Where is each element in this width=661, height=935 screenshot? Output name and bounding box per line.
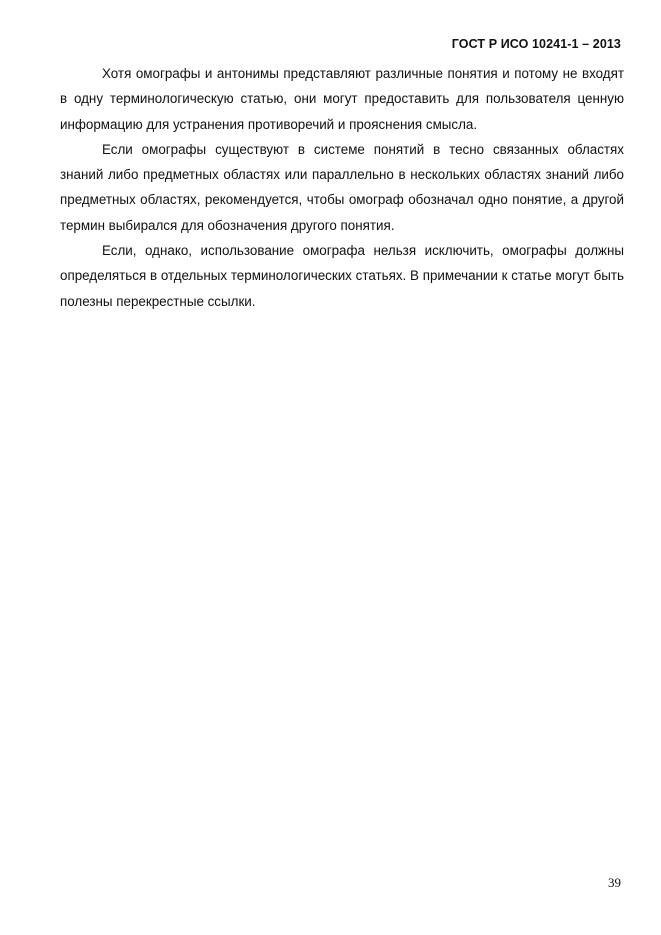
standard-header: ГОСТ Р ИСО 10241-1 – 2013 — [451, 37, 621, 51]
paragraph-homographs-related-fields: Если омографы существуют в системе понятий в тесно связанных областях знаний либо предметных областях или параллельно в нескольких областях знаний либо предметных областях, рекомендуется, чтобы омограф обозначал одно понятие, а другой термин выбирался для обозначения другого понятия. — [60, 141, 624, 233]
body-text — [60, 61, 624, 314]
page-number: 39 — [608, 875, 621, 890]
paragraph-homographs-antonyms: Хотя омографы и антонимы представляют различные понятия и потому не входят в одну терминологическую статью, они могут предоставить для пользователя ценную информацию для устранения противоречий и прояснения смысла. — [60, 66, 624, 132]
paragraph-homographs-separate-entries: Если, однако, использование омографа нельзя исключить, омографы должны определяться в отдельных терминологических статьях. В примечании к статье могут быть полезны перекрестные ссылки. — [60, 243, 624, 309]
